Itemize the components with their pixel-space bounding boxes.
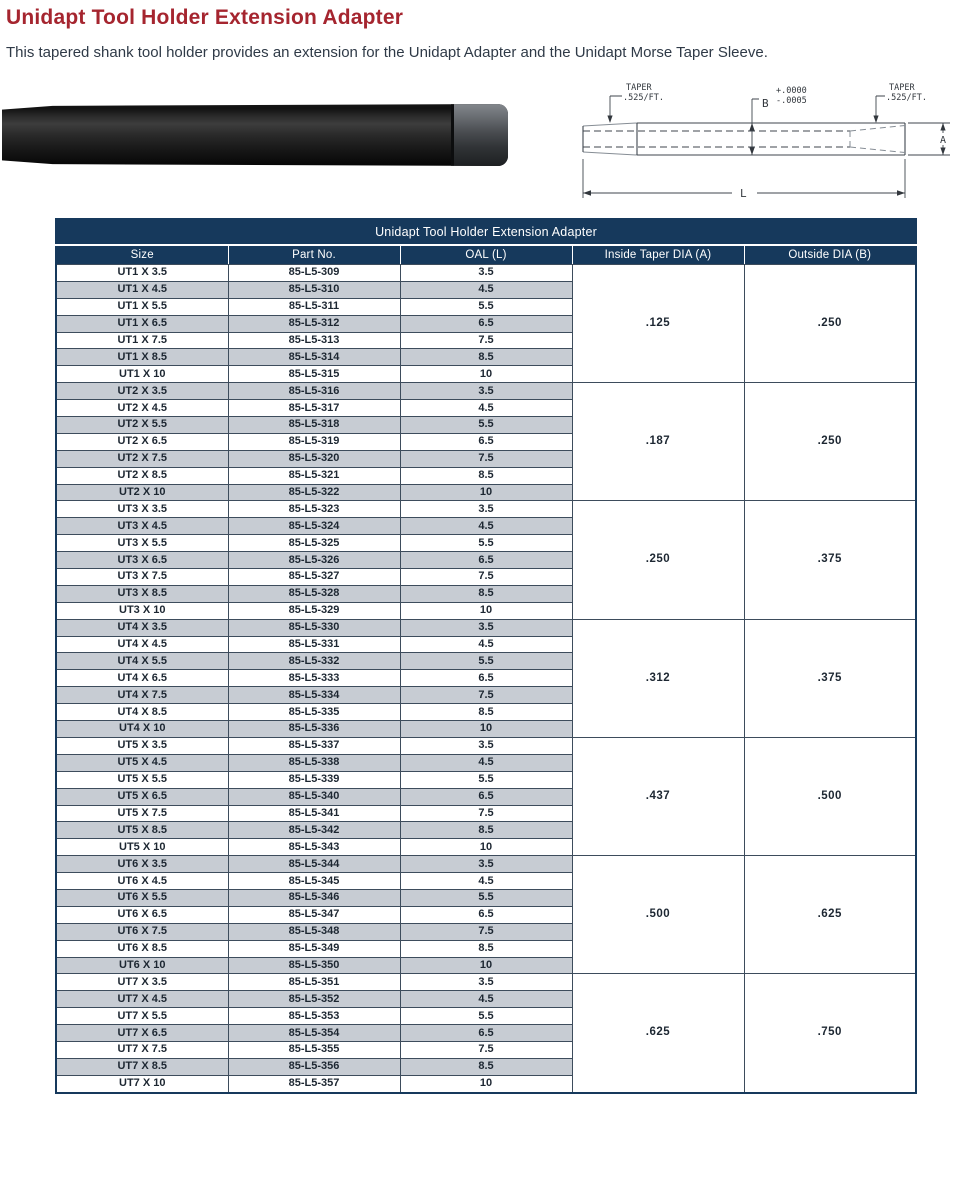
- cell-size: UT7 X 10: [56, 1075, 228, 1092]
- dim-b-arrow-up-icon: [749, 123, 754, 131]
- cell-oal: 7.5: [400, 450, 572, 467]
- cell-part-no: 85-L5-319: [228, 433, 400, 450]
- cell-oal: 4.5: [400, 518, 572, 535]
- cell-size: UT2 X 7.5: [56, 450, 228, 467]
- cell-oal: 5.5: [400, 298, 572, 315]
- cell-part-no: 85-L5-326: [228, 552, 400, 569]
- cell-oal: 5.5: [400, 653, 572, 670]
- internal-taper-dashed: [850, 126, 905, 153]
- dim-l-label: L: [740, 187, 747, 200]
- cell-inside-taper-dia: .312: [572, 619, 744, 737]
- cell-oal: 8.5: [400, 585, 572, 602]
- cell-oal: 3.5: [400, 974, 572, 991]
- cell-inside-taper-dia: .437: [572, 737, 744, 855]
- table-title: Unidapt Tool Holder Extension Adapter: [56, 219, 916, 245]
- cell-part-no: 85-L5-344: [228, 856, 400, 873]
- cell-size: UT5 X 5.5: [56, 771, 228, 788]
- table-row: [56, 737, 916, 754]
- table-row: [56, 856, 916, 873]
- cell-oal: 5.5: [400, 417, 572, 434]
- cell-size: UT2 X 8.5: [56, 467, 228, 484]
- cell-part-no: 85-L5-336: [228, 721, 400, 738]
- cell-part-no: 85-L5-353: [228, 1008, 400, 1025]
- cell-size: UT1 X 8.5: [56, 349, 228, 366]
- cell-outside-dia: .375: [744, 619, 916, 737]
- left-taper-edges: [583, 123, 637, 155]
- cell-size: UT3 X 10: [56, 602, 228, 619]
- cell-size: UT4 X 8.5: [56, 704, 228, 721]
- cell-oal: 7.5: [400, 687, 572, 704]
- cell-oal: 7.5: [400, 1041, 572, 1058]
- cell-oal: 8.5: [400, 822, 572, 839]
- cell-part-no: 85-L5-329: [228, 602, 400, 619]
- dim-b-arrow-down-icon: [749, 148, 754, 156]
- cell-size: UT2 X 5.5: [56, 417, 228, 434]
- bore-centerlines: [583, 131, 850, 147]
- cell-oal: 4.5: [400, 754, 572, 771]
- cell-part-no: 85-L5-327: [228, 569, 400, 586]
- cell-part-no: 85-L5-357: [228, 1075, 400, 1092]
- cell-size: UT1 X 4.5: [56, 281, 228, 298]
- cell-size: UT6 X 3.5: [56, 856, 228, 873]
- dim-a-arrow-down-icon: [940, 148, 945, 156]
- cell-outside-dia: .250: [744, 383, 916, 501]
- cell-oal: 5.5: [400, 535, 572, 552]
- cell-oal: 7.5: [400, 569, 572, 586]
- table-row: [56, 974, 916, 991]
- cell-oal: 6.5: [400, 670, 572, 687]
- taper-right-label: TAPER: [889, 83, 915, 93]
- cell-size: UT4 X 4.5: [56, 636, 228, 653]
- cell-inside-taper-dia: .250: [572, 501, 744, 619]
- cell-oal: 10: [400, 721, 572, 738]
- dim-b-tol-plus: +.0000: [776, 86, 807, 96]
- taper-left-value: .525/FT.: [623, 93, 664, 103]
- cell-oal: 10: [400, 602, 572, 619]
- cell-part-no: 85-L5-343: [228, 839, 400, 856]
- cell-inside-taper-dia: .125: [572, 265, 744, 383]
- cell-size: UT3 X 6.5: [56, 552, 228, 569]
- cell-size: UT5 X 4.5: [56, 754, 228, 771]
- dimension-drawing: [570, 80, 970, 205]
- cell-size: UT6 X 10: [56, 957, 228, 974]
- cell-outside-dia: .375: [744, 501, 916, 619]
- table-row: [56, 383, 916, 400]
- cell-inside-taper-dia: .625: [572, 974, 744, 1093]
- cell-oal: 6.5: [400, 552, 572, 569]
- cell-size: UT6 X 8.5: [56, 940, 228, 957]
- cell-part-no: 85-L5-337: [228, 737, 400, 754]
- taper-right-leader: [876, 96, 885, 117]
- cell-oal: 5.5: [400, 889, 572, 906]
- cell-oal: 6.5: [400, 315, 572, 332]
- cell-outside-dia: .500: [744, 737, 916, 855]
- cell-part-no: 85-L5-349: [228, 940, 400, 957]
- cell-inside-taper-dia: .500: [572, 856, 744, 974]
- cell-oal: 8.5: [400, 467, 572, 484]
- cell-size: UT6 X 4.5: [56, 873, 228, 890]
- dim-a-arrow-up-icon: [940, 123, 945, 131]
- cell-oal: 4.5: [400, 873, 572, 890]
- cell-oal: 8.5: [400, 940, 572, 957]
- cell-size: UT7 X 6.5: [56, 1025, 228, 1042]
- table-header-row: [56, 245, 916, 265]
- cell-oal: 6.5: [400, 906, 572, 923]
- body-outline: [637, 123, 905, 155]
- cell-outside-dia: .250: [744, 265, 916, 383]
- dim-b-tol-minus: -.0005: [776, 96, 807, 106]
- cell-size: UT3 X 3.5: [56, 501, 228, 518]
- cell-part-no: 85-L5-313: [228, 332, 400, 349]
- cell-part-no: 85-L5-325: [228, 535, 400, 552]
- cell-oal: 5.5: [400, 771, 572, 788]
- table-row: [56, 619, 916, 636]
- cell-size: UT1 X 5.5: [56, 298, 228, 315]
- cell-part-no: 85-L5-311: [228, 298, 400, 315]
- cell-oal: 8.5: [400, 349, 572, 366]
- cell-size: UT6 X 6.5: [56, 906, 228, 923]
- col-header-part-no: Part No.: [228, 245, 400, 265]
- cell-oal: 7.5: [400, 805, 572, 822]
- cell-part-no: 85-L5-339: [228, 771, 400, 788]
- cell-part-no: 85-L5-351: [228, 974, 400, 991]
- cell-oal: 7.5: [400, 923, 572, 940]
- cell-oal: 4.5: [400, 281, 572, 298]
- cell-size: UT5 X 7.5: [56, 805, 228, 822]
- cell-size: UT6 X 7.5: [56, 923, 228, 940]
- cell-part-no: 85-L5-348: [228, 923, 400, 940]
- cell-oal: 4.5: [400, 991, 572, 1008]
- cell-oal: 10: [400, 1075, 572, 1092]
- cell-part-no: 85-L5-333: [228, 670, 400, 687]
- cell-part-no: 85-L5-346: [228, 889, 400, 906]
- cell-part-no: 85-L5-317: [228, 400, 400, 417]
- cell-part-no: 85-L5-347: [228, 906, 400, 923]
- cell-size: UT4 X 7.5: [56, 687, 228, 704]
- table-row: [56, 501, 916, 518]
- cell-size: UT3 X 8.5: [56, 585, 228, 602]
- cell-size: UT2 X 6.5: [56, 433, 228, 450]
- cell-outside-dia: .625: [744, 856, 916, 974]
- cell-part-no: 85-L5-334: [228, 687, 400, 704]
- cell-part-no: 85-L5-356: [228, 1058, 400, 1075]
- cell-size: UT3 X 7.5: [56, 569, 228, 586]
- col-header-outside-dia: Outside DIA (B): [744, 245, 916, 265]
- cell-size: UT7 X 7.5: [56, 1041, 228, 1058]
- cell-oal: 8.5: [400, 704, 572, 721]
- dim-b-label: B: [762, 97, 769, 110]
- cell-oal: 10: [400, 839, 572, 856]
- cell-oal: 3.5: [400, 619, 572, 636]
- cell-part-no: 85-L5-354: [228, 1025, 400, 1042]
- cell-part-no: 85-L5-341: [228, 805, 400, 822]
- page-description: This tapered shank tool holder provides an extension for the Unidapt Adapter and the Unidapt Morse Taper Sleeve.: [6, 44, 768, 61]
- cell-part-no: 85-L5-338: [228, 754, 400, 771]
- cell-part-no: 85-L5-342: [228, 822, 400, 839]
- dim-a-label: A: [939, 135, 947, 146]
- cell-part-no: 85-L5-316: [228, 383, 400, 400]
- cell-size: UT1 X 10: [56, 366, 228, 383]
- cell-size: UT4 X 3.5: [56, 619, 228, 636]
- cell-part-no: 85-L5-350: [228, 957, 400, 974]
- cell-oal: 4.5: [400, 636, 572, 653]
- cell-part-no: 85-L5-322: [228, 484, 400, 501]
- cell-part-no: 85-L5-309: [228, 265, 400, 282]
- cell-part-no: 85-L5-345: [228, 873, 400, 890]
- cell-oal: 3.5: [400, 383, 572, 400]
- taper-left-label: TAPER: [626, 83, 652, 93]
- cell-oal: 3.5: [400, 265, 572, 282]
- taper-right-arrow-icon: [873, 116, 878, 124]
- cell-size: UT7 X 5.5: [56, 1008, 228, 1025]
- cell-part-no: 85-L5-340: [228, 788, 400, 805]
- spec-table-body: [56, 265, 916, 1093]
- cell-part-no: 85-L5-324: [228, 518, 400, 535]
- cell-size: UT4 X 10: [56, 721, 228, 738]
- page-title: Unidapt Tool Holder Extension Adapter: [6, 6, 404, 29]
- product-photo: [2, 104, 508, 166]
- cell-part-no: 85-L5-331: [228, 636, 400, 653]
- spec-table: [55, 218, 917, 1094]
- cell-size: UT3 X 4.5: [56, 518, 228, 535]
- cell-part-no: 85-L5-352: [228, 991, 400, 1008]
- cell-oal: 6.5: [400, 1025, 572, 1042]
- cell-outside-dia: .750: [744, 974, 916, 1093]
- cell-part-no: 85-L5-355: [228, 1041, 400, 1058]
- col-header-oal: OAL (L): [400, 245, 572, 265]
- cell-part-no: 85-L5-330: [228, 619, 400, 636]
- cell-size: UT7 X 3.5: [56, 974, 228, 991]
- cell-part-no: 85-L5-315: [228, 366, 400, 383]
- cell-oal: 10: [400, 484, 572, 501]
- cell-oal: 5.5: [400, 1008, 572, 1025]
- taper-left-leader: [610, 96, 622, 117]
- taper-right-value: .525/FT.: [886, 93, 927, 103]
- cell-part-no: 85-L5-335: [228, 704, 400, 721]
- cell-part-no: 85-L5-321: [228, 467, 400, 484]
- table-title-row: [56, 219, 916, 245]
- cell-size: UT7 X 8.5: [56, 1058, 228, 1075]
- cell-oal: 10: [400, 957, 572, 974]
- cell-oal: 7.5: [400, 332, 572, 349]
- dim-l-arrow-left-icon: [583, 190, 591, 196]
- cell-size: UT5 X 3.5: [56, 737, 228, 754]
- cell-size: UT2 X 4.5: [56, 400, 228, 417]
- cell-oal: 3.5: [400, 737, 572, 754]
- cell-part-no: 85-L5-323: [228, 501, 400, 518]
- cell-oal: 6.5: [400, 788, 572, 805]
- cell-oal: 4.5: [400, 400, 572, 417]
- cell-size: UT5 X 6.5: [56, 788, 228, 805]
- cell-inside-taper-dia: .187: [572, 383, 744, 501]
- cell-part-no: 85-L5-312: [228, 315, 400, 332]
- table-row: [56, 265, 916, 282]
- cell-size: UT5 X 10: [56, 839, 228, 856]
- cell-part-no: 85-L5-328: [228, 585, 400, 602]
- cell-oal: 10: [400, 366, 572, 383]
- cell-size: UT1 X 7.5: [56, 332, 228, 349]
- cell-size: UT7 X 4.5: [56, 991, 228, 1008]
- cell-size: UT1 X 3.5: [56, 265, 228, 282]
- cell-oal: 8.5: [400, 1058, 572, 1075]
- cell-size: UT4 X 5.5: [56, 653, 228, 670]
- cell-part-no: 85-L5-332: [228, 653, 400, 670]
- cell-size: UT5 X 8.5: [56, 822, 228, 839]
- cell-size: UT2 X 3.5: [56, 383, 228, 400]
- cell-part-no: 85-L5-310: [228, 281, 400, 298]
- cell-size: UT3 X 5.5: [56, 535, 228, 552]
- dim-l-arrow-right-icon: [897, 190, 905, 196]
- product-photo-tip: [451, 104, 508, 166]
- cell-size: UT2 X 10: [56, 484, 228, 501]
- cell-size: UT6 X 5.5: [56, 889, 228, 906]
- cell-size: UT1 X 6.5: [56, 315, 228, 332]
- cell-oal: 6.5: [400, 433, 572, 450]
- col-header-inside-taper-dia: Inside Taper DIA (A): [572, 245, 744, 265]
- cell-part-no: 85-L5-320: [228, 450, 400, 467]
- cell-size: UT4 X 6.5: [56, 670, 228, 687]
- cell-part-no: 85-L5-314: [228, 349, 400, 366]
- cell-part-no: 85-L5-318: [228, 417, 400, 434]
- left-taper-lines: [583, 123, 637, 155]
- col-header-size: Size: [56, 245, 228, 265]
- cell-oal: 3.5: [400, 856, 572, 873]
- cell-oal: 3.5: [400, 501, 572, 518]
- taper-left-arrow-icon: [607, 116, 612, 124]
